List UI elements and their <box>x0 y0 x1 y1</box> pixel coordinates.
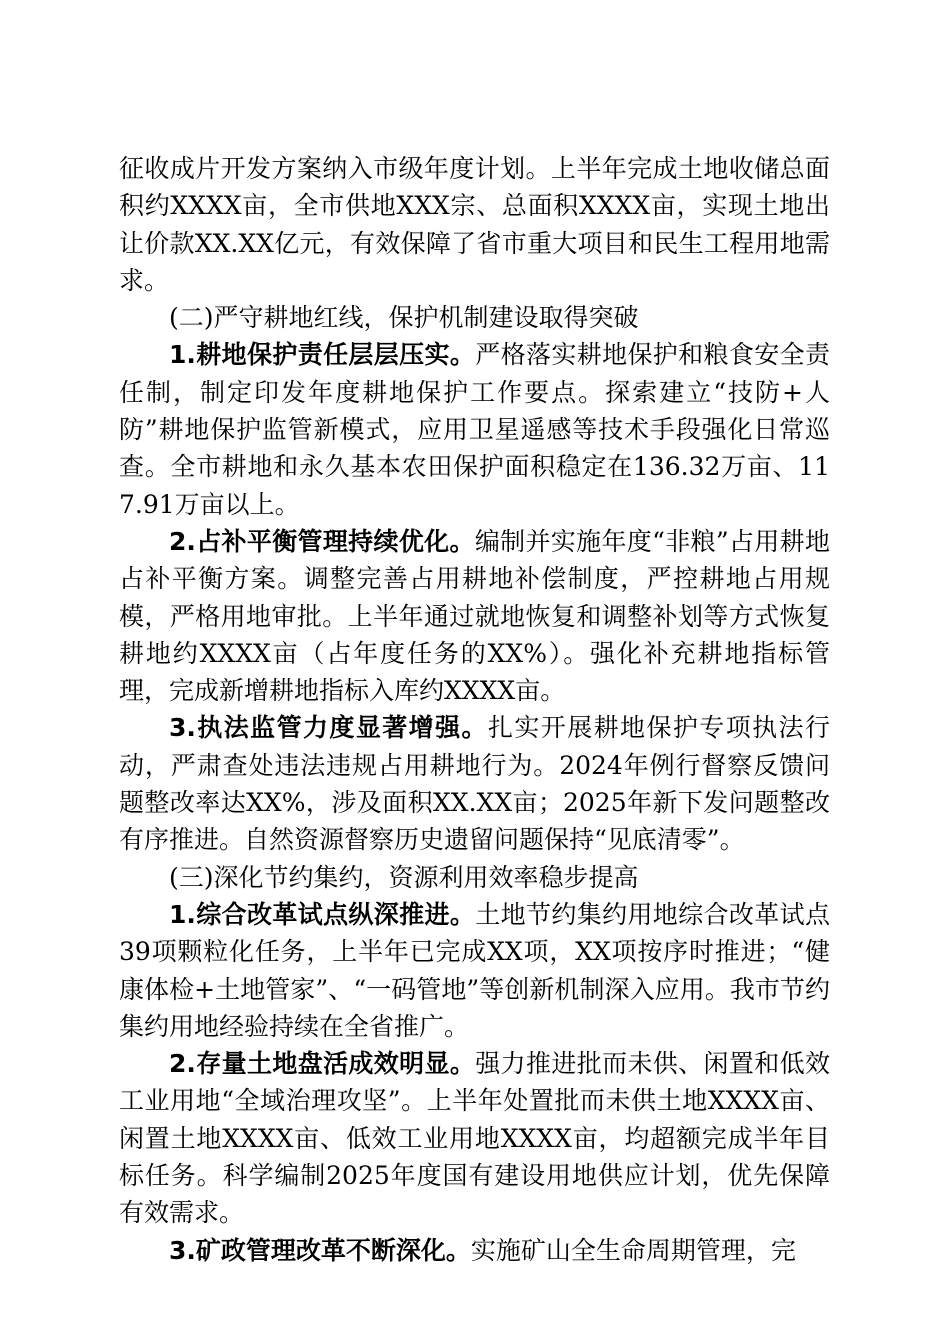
paragraph-text: 土地节约集约用地综合改革试点39项颗粒化任务，上半年已完成XX项，XX项按序时推进；“健康体检+土地管家”、“一码管地”等创新机制深入应用。我市节约集约用地经验持续在全省推广。 <box>119 899 830 1041</box>
paragraph-lead: 3.矿政管理改革不断深化。 <box>169 1235 471 1265</box>
paragraph-reform-pilot <box>119 896 830 1045</box>
paragraph-text: 征收成片开发方案纳入市级年度计划。上半年完成土地收储总面积约XXXX亩，全市供地XXX宗、总面积XXXX亩，实现土地出让价款XX.XX亿元，有效保障了省市重大项目和民生工程用地需求。 <box>119 154 830 295</box>
paragraph-lead: 1.耕地保护责任层层压实。 <box>169 340 476 370</box>
paragraph-farmland-responsibility <box>119 336 830 522</box>
paragraph-lead: 1.综合改革试点纵深推进。 <box>169 899 476 929</box>
document-page <box>119 150 830 1269</box>
paragraph-text: 实施矿山全生命周期管理，完 <box>470 1235 796 1265</box>
paragraph-text: 扎实开展耕地保护专项执法行动，严肃查处违法违规占用耕地行为。2024年例行督察反馈问题整改率达XX%，涉及面积XX.XX亩；2025年新下发问题整改有序推进。自然资源督察历史遗留问题保持“见底清零”。 <box>119 713 830 855</box>
paragraph-balance-management <box>119 523 830 709</box>
heading-text: (三)深化节约集约，资源利用效率稳步提高 <box>169 862 639 892</box>
paragraph-stock-land <box>119 1045 830 1231</box>
section-heading-farmland <box>119 299 830 336</box>
section-heading-conservation <box>119 859 830 896</box>
paragraph-text: 强力推进批而未供、闲置和低效工业用地“全域治理攻坚”。上半年处置批而未供土地XXXX亩、闲置土地XXXX亩、低效工业用地XXXX亩，均超额完成半年目标任务。科学编制2025年度国有建设用地供应计划，优先保障有效需求。 <box>119 1049 830 1228</box>
paragraph-lead: 3.执法监管力度显著增强。 <box>169 713 488 743</box>
paragraph-lead: 2.占补平衡管理持续优化。 <box>169 526 475 556</box>
paragraph-text: 编制并实施年度“非粮”占用耕地占补平衡方案。调整完善占用耕地补偿制度，严控耕地占用规模，严格用地审批。上半年通过就地恢复和调整补划等方式恢复耕地约XXXX亩（占年度任务的XX%）。强化补充耕地指标管理，完成新增耕地指标入库约XXXX亩。 <box>119 526 830 706</box>
paragraph-lead: 2.存量土地盘活成效明显。 <box>169 1049 476 1079</box>
paragraph-land-supply <box>119 150 830 299</box>
paragraph-mining-reform <box>119 1232 830 1269</box>
heading-text: (二)严守耕地红线，保护机制建设取得突破 <box>169 303 639 333</box>
paragraph-law-enforcement <box>119 709 830 858</box>
paragraph-text: 严格落实耕地保护和粮食安全责任制，制定印发年度耕地保护工作要点。探索建立“技防+人防”耕地保护监管新模式，应用卫星遥感等技术手段强化日常巡查。全市耕地和永久基本农田保护面积稳定在136.32万亩、117.91万亩以上。 <box>119 340 830 519</box>
